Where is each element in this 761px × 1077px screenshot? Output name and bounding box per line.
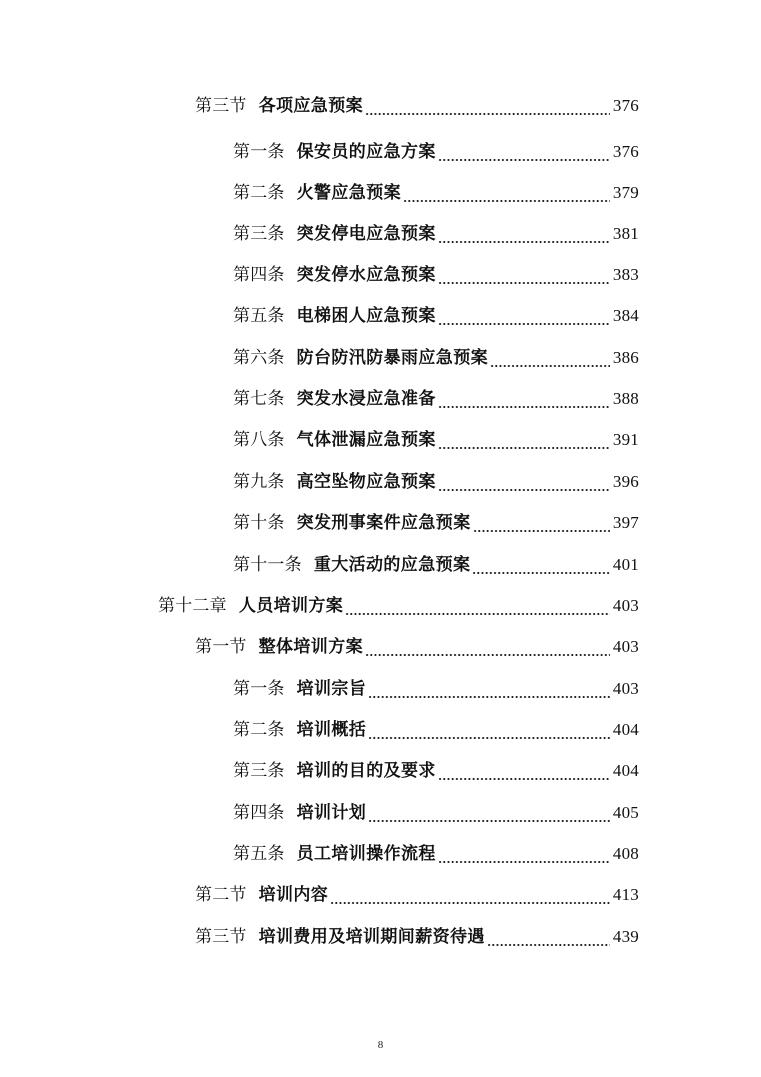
toc-dot-leader <box>438 467 610 497</box>
toc-entry[interactable] <box>233 508 639 538</box>
toc-entry[interactable] <box>233 467 639 497</box>
page-number: 8 <box>377 1039 384 1051</box>
toc-entry-title: 培训内容 <box>258 885 329 905</box>
toc-entry[interactable] <box>195 880 639 910</box>
toc-entry-page-number: 403 <box>612 679 639 698</box>
toc-entry-title: 各项应急预案 <box>258 96 364 116</box>
toc-entry[interactable] <box>233 425 639 455</box>
toc-entry-label: 第十一条 <box>233 555 302 575</box>
toc-entry[interactable] <box>195 632 639 662</box>
toc-entry-page-number: 376 <box>612 142 639 161</box>
toc-dot-leader <box>368 674 610 704</box>
toc-entry-page-number: 388 <box>612 389 639 408</box>
toc-entry-title: 人员培训方案 <box>238 596 344 616</box>
toc-entry-label: 第三条 <box>233 224 285 244</box>
toc-dot-leader <box>345 591 610 621</box>
toc-entry-page-number: 408 <box>612 844 639 863</box>
toc-entry-label: 第六条 <box>233 348 285 368</box>
toc-entry-title: 培训概括 <box>296 720 367 740</box>
toc-dot-leader <box>438 756 610 786</box>
toc-entry-page-number: 379 <box>612 183 639 202</box>
toc-entry-label: 第一条 <box>233 679 285 699</box>
toc-entry[interactable] <box>233 839 639 869</box>
toc-entry-title: 电梯困人应急预案 <box>296 306 436 326</box>
toc-entry-page-number: 396 <box>612 472 639 491</box>
toc-entry[interactable] <box>195 922 639 952</box>
toc-entry-page-number: 386 <box>612 348 639 367</box>
toc-dot-leader <box>365 91 610 121</box>
toc-dot-leader <box>472 550 609 580</box>
toc-dot-leader <box>330 880 610 910</box>
toc-entry-title: 培训宗旨 <box>296 679 367 699</box>
toc-entry-label: 第一节 <box>195 637 247 657</box>
toc-dot-leader <box>438 839 610 869</box>
toc-entry[interactable] <box>195 91 639 121</box>
toc-entry-page-number: 383 <box>612 265 639 284</box>
toc-entry-title: 突发停电应急预案 <box>296 224 436 244</box>
toc-entry-label: 第二节 <box>195 885 247 905</box>
toc-entry-page-number: 376 <box>612 96 639 115</box>
toc-entry-page-number: 391 <box>612 430 639 449</box>
toc-entry-title: 突发刑事案件应急预案 <box>296 513 471 533</box>
toc-entry-label: 第五条 <box>233 844 285 864</box>
toc-entry-label: 第七条 <box>233 389 285 409</box>
toc-entry-page-number: 401 <box>612 555 639 574</box>
toc-entry-label: 第二条 <box>233 720 285 740</box>
toc-entry-title: 重大活动的应急预案 <box>313 555 471 575</box>
toc-entry-page-number: 404 <box>612 720 639 739</box>
toc-dot-leader <box>438 137 610 167</box>
toc-dot-leader <box>403 178 610 208</box>
toc-entry[interactable] <box>233 219 639 249</box>
toc-entry-label: 第三节 <box>195 927 247 947</box>
toc-entry-title: 高空坠物应急预案 <box>296 472 436 492</box>
toc-entry[interactable] <box>233 384 639 414</box>
toc-entry[interactable] <box>233 756 639 786</box>
toc-dot-leader <box>438 219 610 249</box>
toc-entry-title: 气体泄漏应急预案 <box>296 430 436 450</box>
toc-entry-page-number: 404 <box>612 761 639 780</box>
toc-entry-label: 第二条 <box>233 183 285 203</box>
toc-entry-title: 保安员的应急方案 <box>296 142 436 162</box>
toc-entry-title: 突发停水应急预案 <box>296 265 436 285</box>
toc-entry[interactable] <box>233 674 639 704</box>
toc-dot-leader <box>368 715 610 745</box>
toc-entry-title: 整体培训方案 <box>258 637 364 657</box>
toc-dot-leader <box>438 384 610 414</box>
toc-entry-label: 第四条 <box>233 265 285 285</box>
toc-entry-page-number: 403 <box>612 596 639 615</box>
toc-entry-page-number: 413 <box>612 885 639 904</box>
toc-entry[interactable] <box>233 715 639 745</box>
toc-dot-leader <box>438 260 610 290</box>
toc-entry-label: 第九条 <box>233 472 285 492</box>
toc-entry[interactable] <box>233 343 639 373</box>
toc-dot-leader <box>487 922 610 952</box>
toc-entry[interactable] <box>233 260 639 290</box>
toc-dot-leader <box>438 425 610 455</box>
toc-dot-leader <box>490 343 610 373</box>
toc-entry-title: 培训费用及培训期间薪资待遇 <box>258 927 485 947</box>
toc-entry[interactable] <box>233 301 639 331</box>
toc-entry-title: 防台防汛防暴雨应急预案 <box>296 348 489 368</box>
toc-entry-label: 第十条 <box>233 513 285 533</box>
toc-dot-leader <box>365 632 610 662</box>
toc-entry-label: 第一条 <box>233 142 285 162</box>
toc-entry-page-number: 384 <box>612 306 639 325</box>
toc-entry[interactable] <box>233 178 639 208</box>
toc-dot-leader <box>438 301 610 331</box>
toc-entry-title: 培训计划 <box>296 803 367 823</box>
toc-entry-page-number: 439 <box>612 927 639 946</box>
toc-entry-label: 第四条 <box>233 803 285 823</box>
toc-entry-page-number: 397 <box>612 513 639 532</box>
toc-entry[interactable] <box>158 591 639 621</box>
toc-dot-leader <box>473 508 610 538</box>
toc-entry-title: 突发水浸应急准备 <box>296 389 436 409</box>
toc-entry-page-number: 405 <box>612 803 639 822</box>
toc-entry-label: 第十二章 <box>158 596 227 616</box>
toc-entry-page-number: 403 <box>612 637 639 656</box>
toc-dot-leader <box>368 798 610 828</box>
toc-entry-label: 第八条 <box>233 430 285 450</box>
toc-entry-page-number: 381 <box>612 224 639 243</box>
toc-entry-title: 培训的目的及要求 <box>296 761 436 781</box>
toc-entry-label: 第五条 <box>233 306 285 326</box>
toc-entry-label: 第三节 <box>195 96 247 116</box>
toc-entry-title: 火警应急预案 <box>296 183 402 203</box>
toc-entry[interactable] <box>233 798 639 828</box>
toc-entry-title: 员工培训操作流程 <box>296 844 436 864</box>
toc-entry-label: 第三条 <box>233 761 285 781</box>
toc-entry[interactable] <box>233 550 639 580</box>
toc-entry[interactable] <box>233 137 639 167</box>
